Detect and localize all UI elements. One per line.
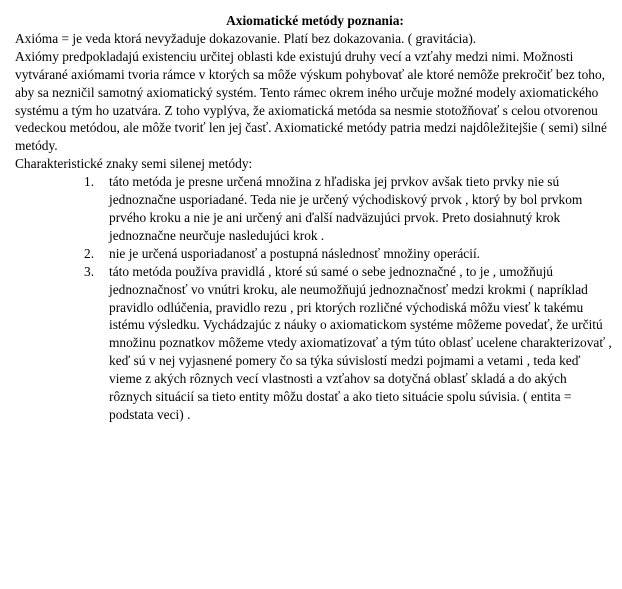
paragraph-axiom-systems: Axiómy predpokladajú existenciu určitej oblasti kde existujú druhy vecí a vzťahy medzi nimi. Možnosti vytvárané axiómami tvoria rámce v ktorých sa môže výskum pohybovať ale ktoré nemôže prekročiť bez toho, aby sa nezničil samotný axiomatický systém. Tento rámec okrem iného určuje možné modely axiomatického systému a tým ho uzatvára. Z toho vyplýva, že axiomatická metóda sa nesmie stotožňovať s celou otvorenou vedeckou metódou, ale môže tvoriť len jej časť. Axiomatické metódy patria medzi najdôležitejšie ( semi) silné metódy. bbox=[15, 48, 607, 154]
characteristics-list bbox=[15, 173, 615, 424]
document-title: Axiomatické metódy poznania: bbox=[226, 13, 404, 28]
list-item-number: 1. bbox=[84, 174, 95, 190]
list-item bbox=[84, 263, 613, 424]
list-item-text: táto metóda je presne určená množina z hľadiska jej prvkov avšak tieto prvky nie sú jednoznačne usporiadané. Teda nie je určený východiskový prvok , ktorý by bol prvkom prvého kroku a nie je ani určený ani ďalší nadväzujúci prvok. Preto dosiahnutý krok jednoznačne neurčuje nasledujúci krok . bbox=[109, 174, 583, 243]
list-item bbox=[84, 245, 613, 263]
paragraph-axiom-definition: Axióma = je veda ktorá nevyžaduje dokazovanie. Platí bez dokazovania. ( gravitácia). bbox=[15, 30, 477, 46]
list-item-number: 2. bbox=[84, 245, 95, 261]
list-item-text: táto metóda používa pravidlá , ktoré sú samé o sebe jednoznačné , to je , umožňujú jednoznačnosť vo vnútri kroku, ale neumožňujú jednoznačnosť medzi krokmi ( napríklad pravidlo odlúčenia, pravidlo rezu , pri ktorých rozličné východiská môžu viesť k takému istému výsledku. Vychádzajúc z náuky o axiomatickom systéme môžeme povedať, že určitú množinu poznatkov môžeme vtedy axiomatizovať a tým túto oblasť ucelene charakterizovať , keď sú v nej vyjasnené pomery čo sa týka súvislostí medzi pojmami a vetami , teda keď vieme z akých rôznych vecí vlastnosti a vzťahov sa dotyčná oblasť skladá a do akých rôznych situácií sa tieto entity môžu dostať a ako tieto situácie spolu súvisia. ( entita = podstata veci) . bbox=[109, 263, 612, 422]
list-item-text: nie je určená usporiadanosť a postupná následnosť množiny operácií. bbox=[109, 245, 481, 261]
list-item bbox=[84, 173, 613, 245]
list-item-number: 3. bbox=[84, 263, 95, 279]
document-page bbox=[15, 12, 615, 424]
paragraph-characteristics-heading: Charakteristické znaky semi silenej metódy: bbox=[15, 156, 253, 172]
